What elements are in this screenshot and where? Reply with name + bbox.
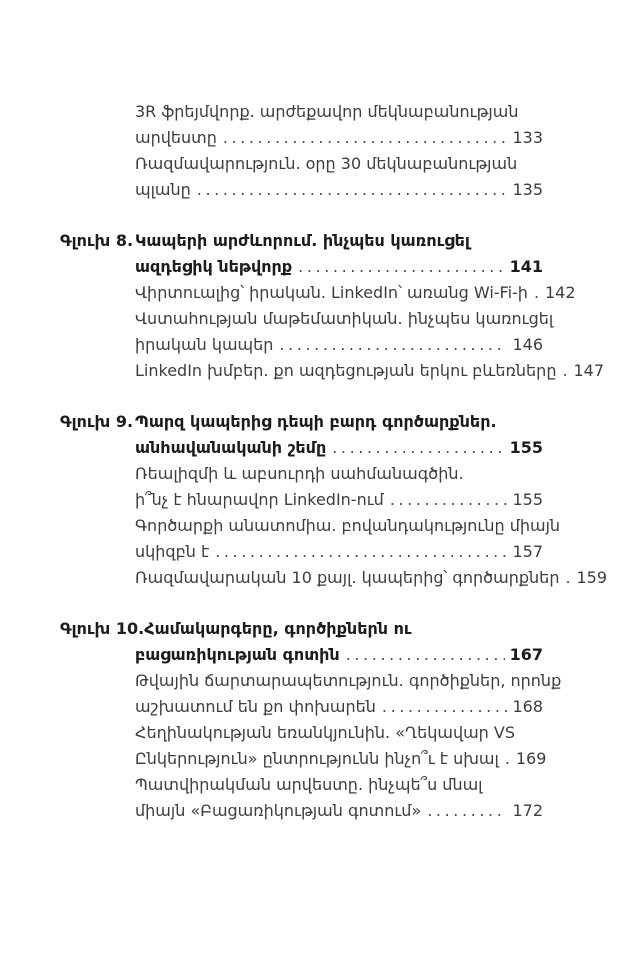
chapter-heading-line <box>60 409 543 435</box>
entry-title-text: Ռազմավարություն. օրը 30 մեկնաբանության <box>135 154 518 173</box>
entry-page-number: 172 <box>512 801 543 820</box>
toc-entry-line <box>60 99 543 125</box>
entry-title-text: աշխատում են քո փոխարեն <box>135 697 376 716</box>
toc-entries-block <box>60 99 543 203</box>
entry-page-number: 142 <box>544 283 576 302</box>
dot-leader <box>534 280 540 306</box>
chapter-label: Գլուխ 9. <box>60 412 134 431</box>
chapter-heading-line <box>60 435 543 461</box>
dot-leader <box>332 435 504 461</box>
entry-title-text: Պատվիրակման արվեստը. ինչպե՞ս մնալ <box>135 775 483 794</box>
chapter-title-text: Համակարգերը, գործիքներն ու <box>144 619 412 638</box>
entry-title-text: միայն «Բացառիկության գոտում» <box>135 801 422 820</box>
chapter-title-text: ազդեցիկ նեթվորք <box>135 257 293 276</box>
entry-page-number: 168 <box>512 697 543 716</box>
toc-entry-line <box>60 358 604 384</box>
entry-title-text: սկիզբն է <box>135 542 210 561</box>
entry-title-text: Վստահության մաթեմատիկան. ինչպես կառուցել <box>135 309 554 328</box>
entry-title-text: արվեստը <box>135 128 217 147</box>
entry-title-text: պլանը <box>135 180 191 199</box>
entry-title-text: Թվային ճարտարապետություն. գործիքներ, որոնք <box>135 671 562 690</box>
dot-leader <box>215 539 507 565</box>
toc-entry-line <box>60 746 547 772</box>
chapter-title-text: Պարզ կապերից դեպի բարդ գործարքներ. <box>135 412 497 431</box>
entry-title-text: իրական կապեր <box>135 335 274 354</box>
dot-leader <box>279 332 507 358</box>
toc-chapter-block <box>60 409 608 591</box>
toc-entry-line <box>60 539 543 565</box>
entry-title-text: Հեղինակության եռանկյունին. «Ղեկավար VS <box>135 723 515 742</box>
entry-title-text: Ռեալիզմի և աբսուրդի սահմանագծին. <box>135 464 464 483</box>
toc-chapter-block <box>60 228 604 384</box>
chapter-heading-line <box>60 642 543 668</box>
chapter-heading-line <box>60 254 543 280</box>
toc-entry-line <box>60 461 543 487</box>
dot-leader <box>505 746 511 772</box>
dot-leader <box>382 694 508 720</box>
chapter-label: Գլուխ 8. <box>60 231 134 250</box>
entry-page-number: 157 <box>512 542 543 561</box>
dot-leader <box>197 177 508 203</box>
dot-leader <box>390 487 508 513</box>
toc-entry-line <box>60 125 543 151</box>
entry-title-text: Վիրտուալից՝ իրական. LinkedIn՝ առանց Wi-Fi-ի <box>135 283 528 302</box>
chapter-heading-line <box>60 616 543 642</box>
dot-leader <box>565 565 571 591</box>
dot-leader <box>223 125 508 151</box>
toc-entry-line <box>60 280 576 306</box>
toc-entry-line <box>60 798 543 824</box>
toc-entry-line <box>60 772 543 798</box>
entry-page-number: 159 <box>576 568 608 587</box>
entry-title-text: Ընկերություն» ընտրությունն ինչո՞ւ է սխալ <box>135 749 499 768</box>
toc-entry-line <box>60 151 543 177</box>
entry-page-number: 146 <box>512 335 543 354</box>
entry-page-number: 135 <box>512 180 543 199</box>
toc-entry-line <box>60 487 543 513</box>
dot-leader <box>562 358 568 384</box>
chapter-title-text: Կապերի արժևորում. ինչպես կառուցել <box>135 231 470 250</box>
toc-entry-line <box>60 306 554 332</box>
entry-title-text: 3R ֆրեյմվորք. արժեքավոր մեկնաբանության <box>135 102 519 121</box>
toc-chapter-block <box>60 616 562 824</box>
dot-leader <box>298 254 504 280</box>
entry-title-text: LinkedIn խմբեր. քո ազդեցության երկու բևեռները <box>135 361 557 380</box>
dot-leader <box>427 798 507 824</box>
chapter-title-text: անհավանականի շեմը <box>135 438 327 457</box>
toc-entry-line <box>60 565 608 591</box>
entry-title-text: Գործարքի անատոմիա. բովանդակությունը միայն <box>135 516 561 535</box>
entry-title-text: ի՞նչ է հնարավոր LinkedIn-ում <box>135 490 384 509</box>
toc-entry-line <box>60 332 543 358</box>
toc-entry-line <box>60 668 562 694</box>
entry-page-number: 155 <box>512 490 543 509</box>
toc-entry-line <box>60 694 543 720</box>
toc-entry-line <box>60 720 543 746</box>
entry-page-number: 147 <box>573 361 604 380</box>
entry-page-number: 133 <box>512 128 543 147</box>
toc-entry-line <box>60 177 543 203</box>
chapter-label: Գլուխ 10. <box>60 619 145 638</box>
chapter-heading-line <box>60 228 543 254</box>
chapter-title-text: բացառիկության գոտին <box>135 645 340 664</box>
chapter-page-number: 167 <box>509 645 543 664</box>
entry-title-text: Ռազմավարական 10 քայլ. կապերից՝ գործարքներ <box>135 568 560 587</box>
chapter-page-number: 141 <box>509 257 543 276</box>
toc-entry-line <box>60 513 561 539</box>
chapter-page-number: 155 <box>509 438 543 457</box>
entry-page-number: 169 <box>515 749 547 768</box>
dot-leader <box>346 642 505 668</box>
